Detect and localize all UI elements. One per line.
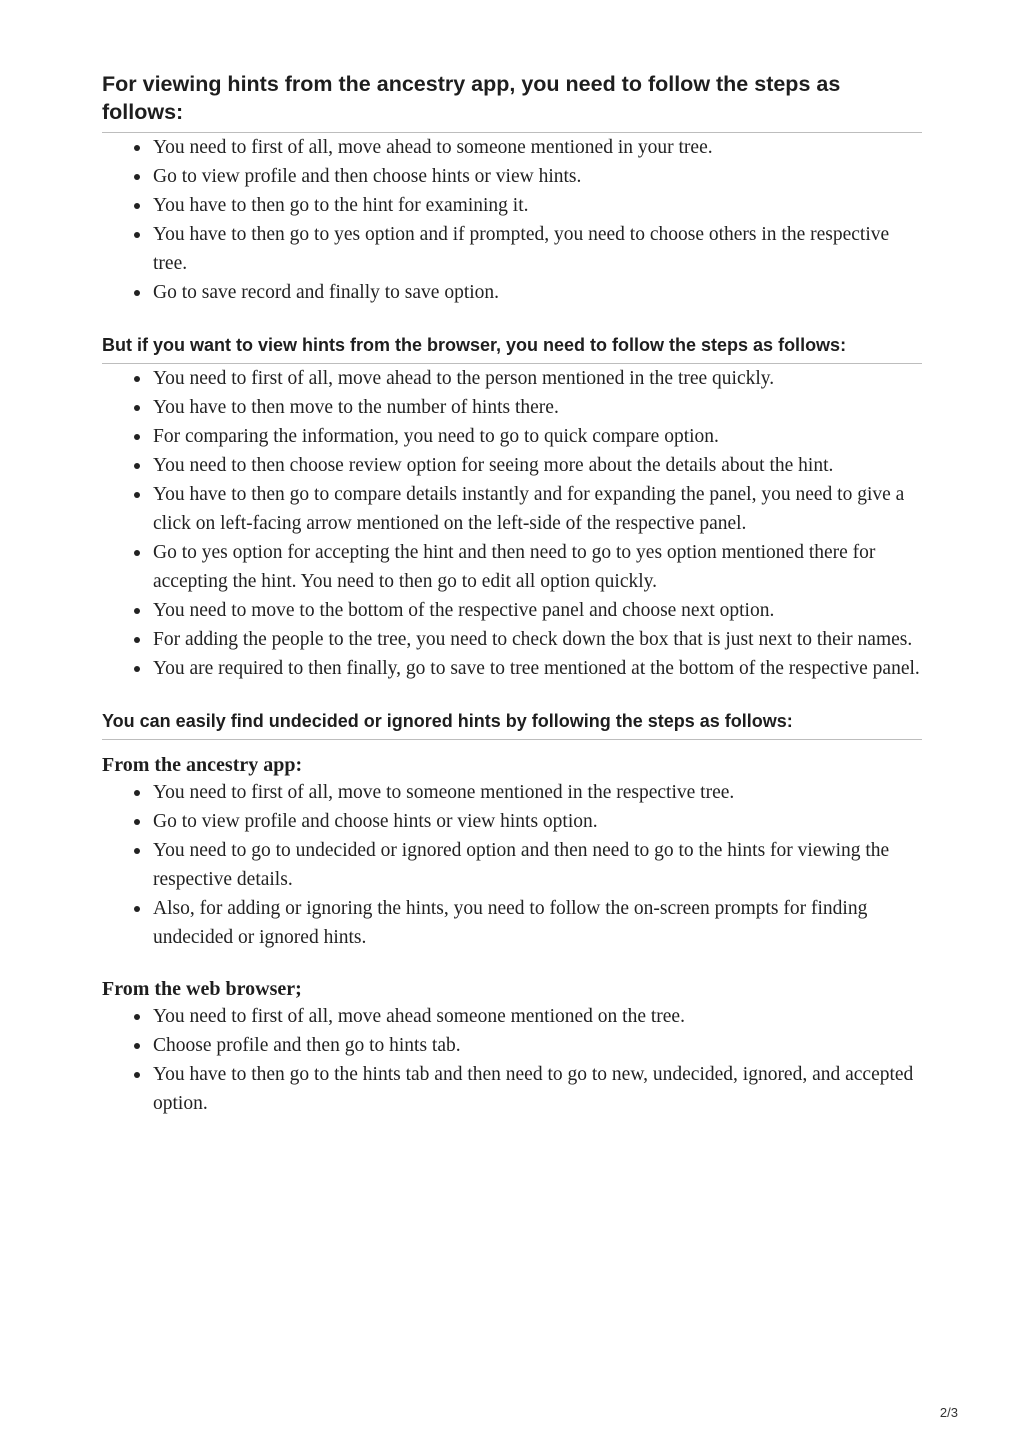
steps-list-ancestry-app-undecided — [102, 778, 922, 952]
list-item: For adding the people to the tree, you need to check down the box that is just next to their names. — [153, 625, 922, 654]
document-page — [102, 70, 922, 1118]
section-title-browser-hints: But if you want to view hints from the browser, you need to follow the steps as follows: — [102, 333, 922, 364]
list-item: You need to first of all, move ahead to someone mentioned in your tree. — [153, 133, 922, 162]
list-item: Also, for adding or ignoring the hints, you need to follow the on-screen prompts for finding undecided or ignored hints. — [153, 894, 922, 952]
section-title-undecided-ignored-hints: You can easily find undecided or ignored hints by following the steps as follows: — [102, 709, 922, 740]
list-item: Go to view profile and then choose hints or view hints. — [153, 162, 922, 191]
list-item: Go to view profile and choose hints or view hints option. — [153, 807, 922, 836]
steps-list-web-browser-undecided — [102, 1002, 922, 1118]
list-item: Go to yes option for accepting the hint and then need to go to yes option mentioned there for accepting the hint. You need to then go to edit all option quickly. — [153, 538, 922, 596]
list-item: You have to then go to the hints tab and then need to go to new, undecided, ignored, and accepted option. — [153, 1060, 922, 1118]
list-item: You need to go to undecided or ignored option and then need to go to the hints for viewing the respective details. — [153, 836, 922, 894]
section-title-ancestry-app-hints: For viewing hints from the ancestry app, you need to follow the steps as follows: — [102, 70, 922, 133]
list-item: For comparing the information, you need to go to quick compare option. — [153, 422, 922, 451]
list-item: You need to first of all, move to someone mentioned in the respective tree. — [153, 778, 922, 807]
list-item: You have to then go to yes option and if prompted, you need to choose others in the respective tree. — [153, 220, 922, 278]
list-item: You need to first of all, move ahead to the person mentioned in the tree quickly. — [153, 364, 922, 393]
subsection-title-ancestry-app: From the ancestry app: — [102, 754, 303, 776]
list-item: You need to then choose review option for seeing more about the details about the hint. — [153, 451, 922, 480]
list-item: You have to then go to compare details instantly and for expanding the panel, you need to give a click on left-facing arrow mentioned on the left-side of the respective panel. — [153, 480, 922, 538]
steps-list-ancestry-app-hints — [102, 133, 922, 307]
subsection-title-web-browser: From the web browser; — [102, 978, 302, 1000]
list-item: You are required to then finally, go to save to tree mentioned at the bottom of the respective panel. — [153, 654, 922, 683]
page-number: 2/3 — [939, 1405, 958, 1420]
list-item: You have to then move to the number of hints there. — [153, 393, 922, 422]
list-item: Choose profile and then go to hints tab. — [153, 1031, 922, 1060]
list-item: You need to first of all, move ahead someone mentioned on the tree. — [153, 1002, 922, 1031]
list-item: Go to save record and finally to save option. — [153, 278, 922, 307]
list-item: You have to then go to the hint for examining it. — [153, 191, 922, 220]
steps-list-browser-hints — [102, 364, 922, 683]
list-item: You need to move to the bottom of the respective panel and choose next option. — [153, 596, 922, 625]
